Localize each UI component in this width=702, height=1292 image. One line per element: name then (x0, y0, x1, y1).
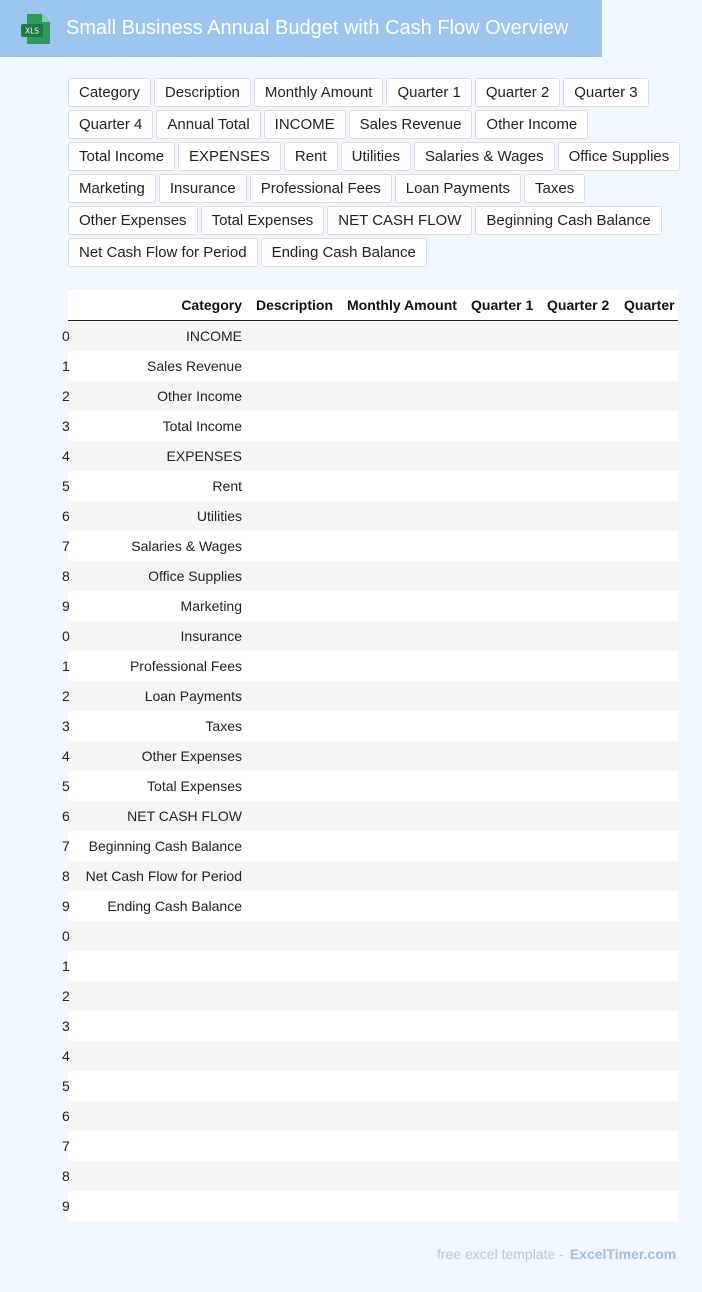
footer-credit (437, 1246, 676, 1262)
column-chip[interactable]: Description (154, 78, 251, 107)
column-chip[interactable]: Loan Payments (395, 174, 521, 203)
excel-icon-label: XLS (24, 26, 40, 36)
column-chip[interactable]: Taxes (524, 174, 585, 203)
table-row (62, 1071, 678, 1101)
row-index: 5 (62, 778, 70, 794)
row-index: 9 (62, 898, 70, 914)
table-row (62, 861, 678, 891)
row-index: 7 (62, 1138, 70, 1154)
table-row (62, 1161, 678, 1191)
category-cell: INCOME (186, 328, 242, 344)
table-row (62, 1041, 678, 1071)
category-cell: Rent (212, 478, 242, 494)
column-chip[interactable]: Net Cash Flow for Period (68, 238, 258, 267)
row-index: 4 (62, 448, 70, 464)
table-row (62, 591, 678, 621)
row-index: 5 (62, 1078, 70, 1094)
column-chip[interactable]: Other Expenses (68, 206, 198, 235)
table-row (62, 1191, 678, 1221)
column-chip[interactable]: Total Expenses (201, 206, 325, 235)
category-cell: Other Income (157, 388, 242, 404)
row-index: 7 (62, 538, 70, 554)
category-cell: NET CASH FLOW (127, 808, 242, 824)
column-chip[interactable]: Rent (284, 142, 338, 171)
column-chip[interactable]: Other Income (475, 110, 588, 139)
table-row (62, 501, 678, 531)
row-index: 3 (62, 418, 70, 434)
table-row (62, 321, 678, 351)
table-row (62, 1131, 678, 1161)
table-row (62, 621, 678, 651)
table-row (62, 651, 678, 681)
column-chip[interactable]: Quarter 1 (386, 78, 471, 107)
table-row (62, 921, 678, 951)
category-cell: Total Expenses (147, 778, 242, 794)
category-cell: Professional Fees (129, 658, 242, 674)
column-chip[interactable]: Monthly Amount (254, 78, 384, 107)
table-row (62, 561, 678, 591)
table-row (62, 1011, 678, 1041)
column-chip[interactable]: Office Supplies (558, 142, 681, 171)
row-index: 8 (62, 868, 70, 884)
column-chip[interactable]: Sales Revenue (349, 110, 473, 139)
category-cell: Sales Revenue (147, 358, 242, 374)
footer-brand-link[interactable]: ExcelTimer.com (569, 1246, 677, 1262)
category-cell: Net Cash Flow for Period (85, 868, 242, 884)
column-chip-list (68, 78, 690, 267)
row-index: 2 (62, 688, 70, 704)
table-row (62, 951, 678, 981)
row-index: 9 (62, 598, 70, 614)
row-index: 2 (62, 988, 70, 1004)
row-index: 4 (62, 748, 70, 764)
row-index: 1 (62, 358, 70, 374)
row-index: 0 (62, 928, 70, 944)
column-chip[interactable]: Insurance (159, 174, 247, 203)
table-row (62, 741, 678, 771)
table-row (62, 531, 678, 561)
table-header (68, 290, 678, 321)
table-body (62, 321, 678, 1221)
category-cell: Salaries & Wages (131, 538, 242, 554)
category-cell: Office Supplies (148, 568, 242, 584)
category-cell: Utilities (196, 508, 242, 524)
category-cell: Beginning Cash Balance (88, 838, 242, 854)
footer-text: free excel template - (437, 1246, 564, 1262)
category-cell: Taxes (205, 718, 242, 734)
column-chip[interactable]: INCOME (264, 110, 346, 139)
spreadsheet-preview (62, 290, 678, 1221)
category-cell: Insurance (180, 628, 242, 644)
column-chip[interactable]: Beginning Cash Balance (475, 206, 661, 235)
table-row (62, 681, 678, 711)
row-index: 6 (62, 508, 70, 524)
column-header: Quarter 1 (471, 297, 534, 313)
row-index: 8 (62, 1168, 70, 1184)
row-index: 4 (62, 1048, 70, 1064)
column-header: Quarter (624, 297, 675, 313)
category-cell: Other Expenses (141, 748, 242, 764)
column-chip[interactable]: Quarter 3 (563, 78, 648, 107)
column-chip[interactable]: Marketing (68, 174, 156, 203)
column-header: Description (256, 297, 334, 313)
table-row (62, 711, 678, 741)
column-chip[interactable]: NET CASH FLOW (327, 206, 472, 235)
column-chip[interactable]: Ending Cash Balance (261, 238, 427, 267)
table-row (62, 891, 678, 921)
row-index: 5 (62, 478, 70, 494)
category-cell: Loan Payments (144, 688, 242, 704)
excel-file-icon (21, 14, 50, 44)
row-index: 7 (62, 838, 70, 854)
row-index: 8 (62, 568, 70, 584)
table-row (62, 411, 678, 441)
row-index: 2 (62, 388, 70, 404)
column-chip[interactable]: Professional Fees (250, 174, 392, 203)
row-index: 0 (62, 328, 70, 344)
column-chip[interactable]: Utilities (341, 142, 411, 171)
row-index: 0 (62, 628, 70, 644)
row-index: 6 (62, 1108, 70, 1124)
table-row (62, 1101, 678, 1131)
category-cell: Marketing (180, 598, 242, 614)
table-row (62, 801, 678, 831)
table-row (62, 471, 678, 501)
page-title: Small Business Annual Budget with Cash Flow Overview (66, 17, 569, 39)
row-index: 1 (62, 658, 70, 674)
category-cell: Ending Cash Balance (107, 898, 242, 914)
column-chip[interactable]: Quarter 4 (68, 110, 153, 139)
table-row (62, 381, 678, 411)
row-index: 3 (62, 1018, 70, 1034)
table-row (62, 771, 678, 801)
category-cell: EXPENSES (166, 448, 242, 464)
column-chip[interactable]: Annual Total (156, 110, 260, 139)
column-chip[interactable]: Category (68, 78, 151, 107)
row-index: 1 (62, 958, 70, 974)
column-header: Quarter 2 (547, 297, 610, 313)
row-index: 6 (62, 808, 70, 824)
column-chip[interactable]: EXPENSES (178, 142, 281, 171)
table-row (62, 351, 678, 381)
table-row (62, 831, 678, 861)
title-banner (0, 0, 602, 57)
column-chip[interactable]: Quarter 2 (475, 78, 560, 107)
column-header: Monthly Amount (347, 297, 457, 313)
column-chip[interactable]: Total Income (68, 142, 175, 171)
category-cell: Total Income (162, 418, 242, 434)
column-chip[interactable]: Salaries & Wages (414, 142, 555, 171)
row-index: 3 (62, 718, 70, 734)
row-index: 9 (62, 1198, 70, 1214)
column-header: Category (181, 297, 242, 313)
table-row (62, 981, 678, 1011)
table-row (62, 441, 678, 471)
